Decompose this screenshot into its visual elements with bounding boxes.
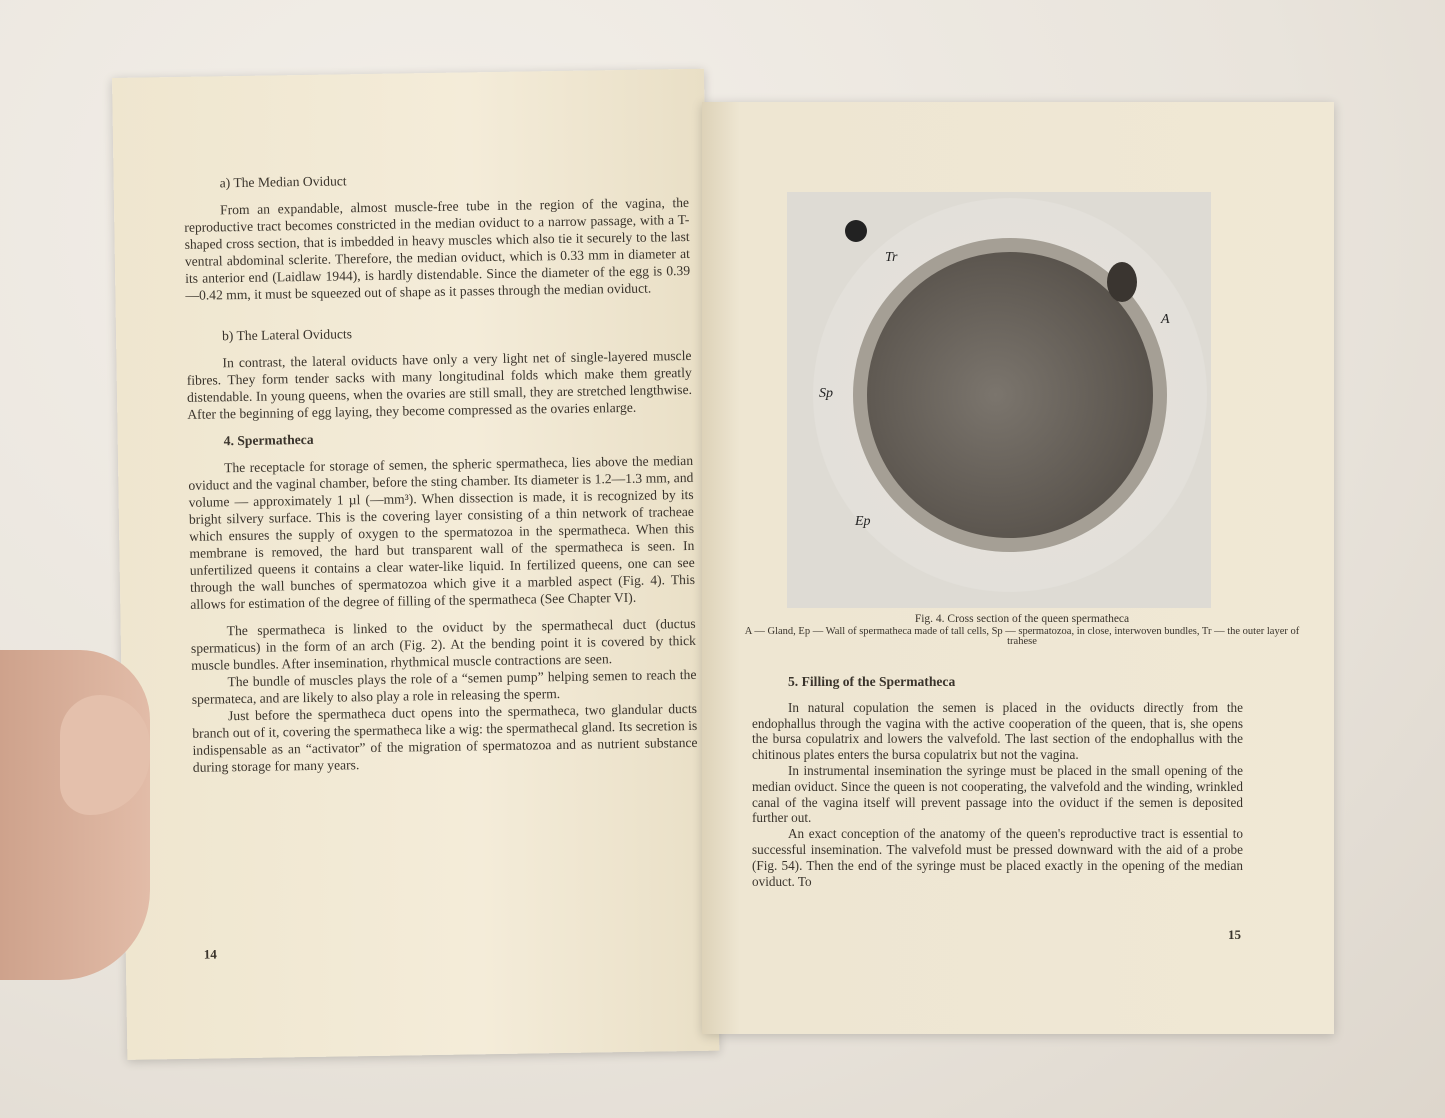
paragraph: The receptacle for storage of semen, the spheric spermatheca, lies above the median oviduct and the vaginal chamber, before the sting chamber. Its diameter is 1.2—1.3 mm, and volume — approximately 1 µl (—mm³). When dissection is made, it is recognized by its bright silvery surface. This is the covering layer consisting of a thin network of tracheae which ensures the supply of oxygen to the spermatozoa in the spermatheca. When this membrane is removed, the hard but transparent wall of the spermatheca is seen. In unfertilized queens it contains a clear water-like liquid. In fertilized queens, one can see through the wall bunches of spermatozoa which give it a marbled aspect (Fig. 4). This allows for estimation of the degree of filling of the spermatheca (See Chapter VI). (188, 452, 696, 612)
label-a: A (1161, 312, 1170, 327)
page-number: 14 (203, 946, 217, 962)
paragraph: In instrumental insemination the syringe must be placed in the small opening of the median oviduct. Since the queen is not cooperating, the valvefold and the winding, wrinkled canal of the vagina itself will prevent passage into the oviduct if the semen is deposited further out. (752, 762, 1243, 826)
figure-caption (742, 614, 1302, 647)
caption-title: Fig. 4. Cross section of the queen spermatheca (914, 613, 1130, 625)
left-page-text (184, 167, 698, 776)
paragraph: The bundle of muscles plays the role of a “semen pump” helping semen to reach the spermateca, and are likely to also play a role in releasing the sperm. (191, 666, 697, 707)
paragraph: From an expandable, almost muscle-free tube in the region of the vagina, the reproductive tract becomes constricted in the median oviduct to a narrow passage, with a T-shaped cross section, that is imbedded in heavy muscles which also tie it securely to the last ventral abdominal sclerite. Therefore, the median oviduct, which is 0.33 mm in diameter at its anterior end (Laidlaw 1944), is hardly distendable. Since the diameter of the egg is 0.39—0.42 mm, it must be squeezed out of shape as it passes through the median oviduct. (184, 194, 691, 303)
section-disc (813, 198, 1207, 592)
dot-marker (845, 220, 867, 242)
left-page (112, 69, 719, 1060)
heading-spermatheca: 4. Spermatheca (223, 431, 314, 449)
label-sp: Sp (819, 386, 833, 401)
label-ep: Ep (855, 514, 871, 529)
paragraph: In contrast, the lateral oviducts have only a very light net of single-layered muscle fibres. They form tender sacks with many longitudinal folds which make them greatly distendable. In young queens, when the ovaries are still small, they are stretched lengthwise. After the beginning of egg laying, they become compressed as the ovaries enlarge. (186, 347, 693, 422)
right-page (702, 102, 1334, 1034)
heading-lateral-oviducts: b) The Lateral Oviducts (221, 326, 353, 344)
right-page-text (752, 674, 1243, 889)
figure-spermatheca-cross-section (787, 192, 1211, 608)
label-tr: Tr (885, 250, 898, 265)
heading-filling: 5. Filling of the Spermatheca (788, 674, 956, 689)
caption-body: A — Gland, Ep — Wall of spermatheca made of tall cells, Sp — spermatozoa, in close, interwoven bundles, Tr — the outer layer of trahese (744, 626, 1300, 647)
paragraph: Just before the spermatheca duct opens into the spermatheca, two glandular ducts branch out of it, covering the spermatheca like a wig: the spermathecal gland. Its secretion is indispensable as an “activator” of the migration of spermatozoa and as nutrient substance during storage for many years. (192, 700, 698, 775)
paragraph: In natural copulation the semen is placed in the oviducts directly from the endophallus through the vagina with the active cooperation of the queen, that is, she opens the bursa copulatrix and lowers the valvefold. The last section of the endophallus with the chitinous plates enters the bursa copulatrix but not the vagina. (752, 699, 1243, 763)
hand-holding-book (0, 650, 150, 980)
paragraph: An exact conception of the anatomy of the queen's reproductive tract is essential to successful insemination. The valvefold must be pressed downward with the aid of a probe (Fig. 54). Then the end of the syringe must be placed exactly in the opening of the median oviduct. To (752, 826, 1243, 889)
gland-blob (1107, 262, 1137, 302)
paragraph: The spermatheca is linked to the oviduct by the spermathecal duct (ductus spermaticus) in the form of an arch (Fig. 2). At the bending point it is covered by thick muscle bundles. After insemination, rhythmical muscle contractions are seen. (190, 615, 697, 673)
page-number: 15 (1228, 927, 1241, 942)
heading-median-oviduct: a) The Median Oviduct (219, 173, 347, 191)
